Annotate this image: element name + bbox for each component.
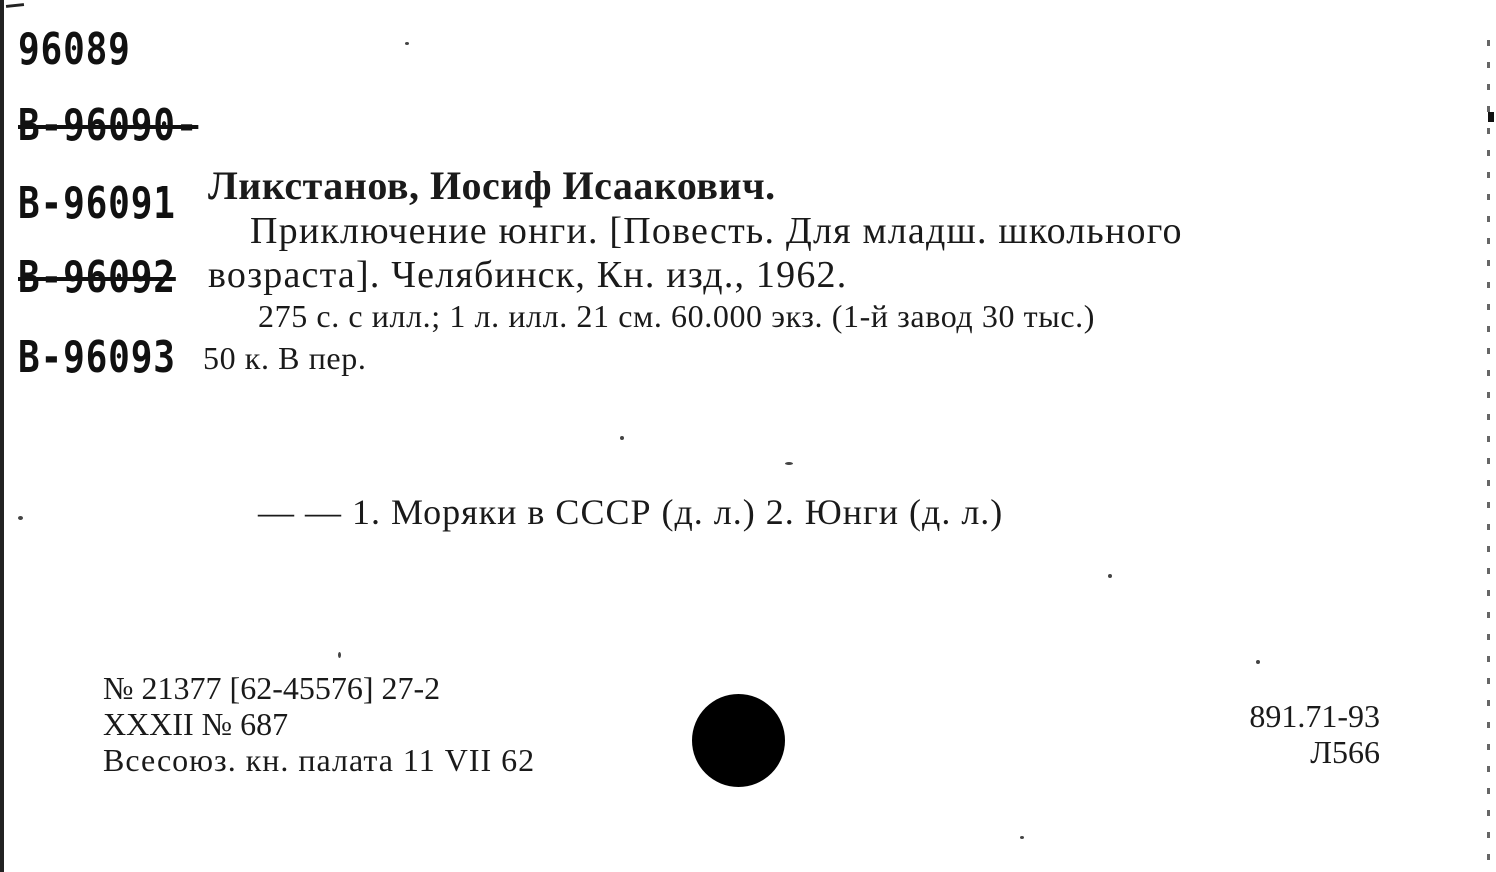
subject-headings: — — 1. Моряки в СССР (д. л.) 2. Юнги (д. л.) <box>258 492 1004 532</box>
issuing-chamber: Всесоюз. кн. палата 11 VII 62 <box>103 742 536 778</box>
speck <box>18 516 23 520</box>
collation-line-1: 275 с. с илл.; 1 л. илл. 21 см. 60.000 экз. (1-й завод 30 тыс.) <box>258 298 1096 334</box>
card-number: № 21377 [62-45576] 27-2 <box>103 670 441 706</box>
speck <box>1108 574 1112 578</box>
punch-hole <box>692 694 785 787</box>
card-left-edge <box>0 0 4 872</box>
speck <box>1020 836 1024 839</box>
speck <box>338 652 341 658</box>
speck <box>1256 660 1260 664</box>
title-line-1: Приключение юнги. [Повесть. Для младш. школьного <box>250 210 1183 252</box>
author-heading: Ликстанов, Иосиф Исаакович. <box>208 163 776 208</box>
inventory-number-4: В-96092 <box>18 252 176 303</box>
inventory-number-1: 96089 <box>18 24 131 75</box>
edge-mark <box>1488 112 1494 122</box>
pencil-mark <box>6 3 24 8</box>
speck <box>785 462 793 465</box>
series-number: XXXII № 687 <box>103 706 289 742</box>
collation-line-2: 50 к. В пер. <box>203 340 367 376</box>
speck <box>405 42 409 45</box>
speck <box>620 436 624 440</box>
inventory-number-3: В-96091 <box>18 178 176 229</box>
inventory-number-2: В-96090- <box>18 100 199 151</box>
inventory-number-5: В-96093 <box>18 332 176 383</box>
card-right-edge <box>1487 40 1490 860</box>
author-mark: Л566 <box>1310 734 1380 770</box>
classification-number: 891.71-93 <box>1249 698 1380 734</box>
title-line-2: возраста]. Челябинск, Кн. изд., 1962. <box>208 254 848 296</box>
